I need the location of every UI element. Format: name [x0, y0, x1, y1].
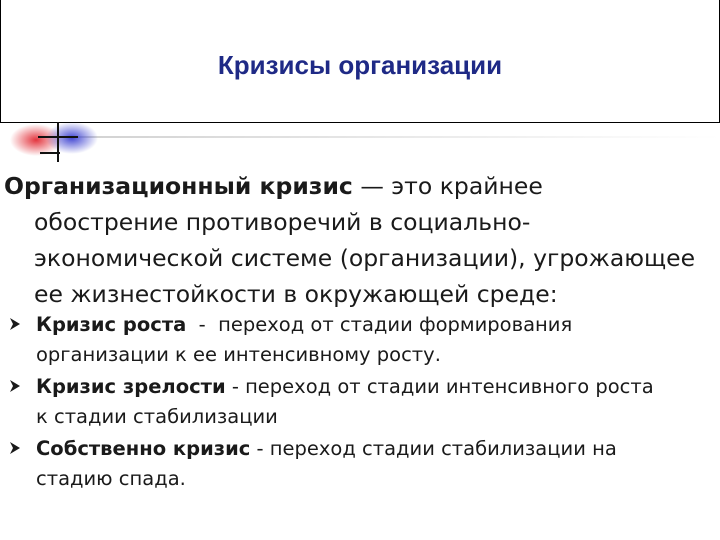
bullet-text-line-2: организации к ее интенсивному росту.: [36, 343, 441, 366]
bullet-title: Собственно кризис: [36, 437, 251, 460]
definition-line-1-rest: — это крайнее: [352, 172, 543, 200]
definition-line-4: ее жизнестойкости в окружающей среде:: [34, 280, 558, 308]
definition-term: Организационный кризис: [4, 172, 353, 200]
arrowhead-bullet-icon: [10, 442, 20, 454]
cross-gradient-decoration: [0, 118, 720, 168]
bullet-title: Кризис зрелости: [36, 375, 226, 398]
bullet-separator: -: [225, 375, 246, 398]
list-item: [10, 310, 710, 370]
definition-line-1: [4, 168, 716, 204]
list-item: [10, 434, 710, 494]
arrowhead-bullet-icon: [10, 380, 20, 392]
bullet-text-line-1: переход от стадии интенсивного роста: [245, 375, 654, 398]
definition-line-2: обострение противоречий в социально-: [34, 208, 531, 236]
bullet-separator: -: [250, 437, 270, 460]
title-box: [0, 0, 720, 123]
crisis-bullet-list: [10, 310, 710, 496]
list-item: [10, 372, 710, 432]
bullet-text-line-2: к стадии стабилизации: [36, 405, 278, 428]
bullet-text-line-2: стадию спада.: [36, 467, 186, 490]
bullet-text-line-1: переход стадии стабилизации на: [269, 437, 617, 460]
arrowhead-bullet-icon: [10, 318, 20, 330]
bullet-separator: -: [186, 313, 219, 336]
bullet-title: Кризис роста: [36, 313, 187, 336]
definition-paragraph: [4, 168, 716, 312]
bullet-text-line-1: переход от стадии формирования: [218, 313, 573, 336]
slide-title: Кризисы организации: [217, 50, 503, 80]
definition-line-3: экономической системе (организации), угрожающее: [34, 244, 696, 272]
